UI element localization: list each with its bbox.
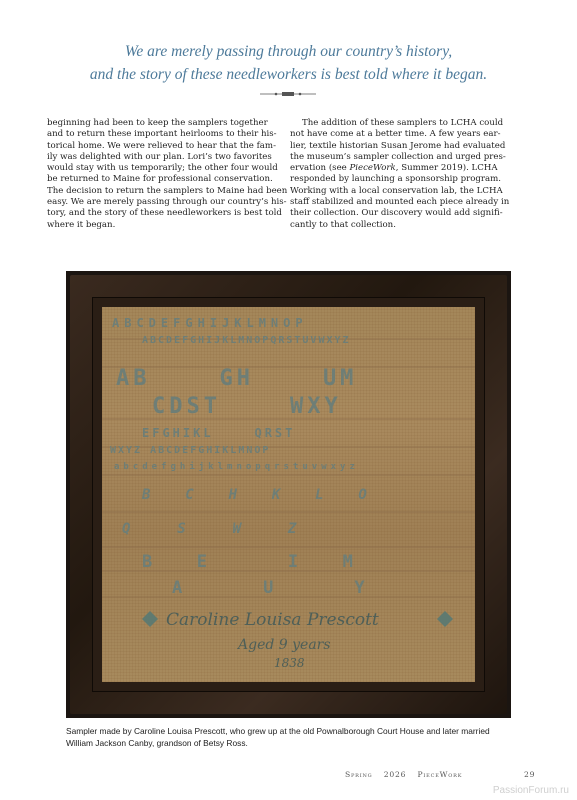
text-line: and to return these important heirlooms to their his- — [47, 129, 277, 140]
text-line: responded by launching a sponsorship program. — [290, 174, 502, 185]
page-footer — [345, 770, 545, 779]
caption-line-2: William Jackson Canby, grandson of Betsy Ross. — [66, 737, 248, 748]
text-line: where it began. — [47, 219, 116, 230]
sampler-alphabet-row: ABCDEFGHIJKLMNOP — [112, 316, 308, 330]
text-line: the museum’s sampler collection and urged pres- — [290, 151, 506, 162]
sampler-script-row: B C H K L O — [142, 487, 373, 503]
sampler-maker-name: Caroline Louisa Prescott — [166, 610, 379, 630]
text-line: lier, textile historian Susan Jerome had evaluated — [290, 140, 506, 151]
diamond-motif — [142, 611, 158, 627]
text-line: easy. We are merely passing through our country’s his- — [47, 197, 287, 208]
wooden-frame — [70, 275, 507, 714]
sampler-alphabet-row: WXYZ ABCDEFGHIKLMNOP — [110, 445, 271, 456]
frame-liner — [92, 297, 485, 692]
sampler-alphabet-row: EFGHIKL QRST — [142, 426, 296, 440]
watermark: PassionForum.ru — [492, 785, 569, 796]
sampler-year: 1838 — [274, 656, 305, 670]
pull-quote-line-2: and the story of these needleworkers is best told where it began. — [89, 66, 488, 83]
text-line: The addition of these samplers to LCHA could — [302, 118, 504, 128]
text-line: ily was delighted with our plan. Lori’s two favorites — [47, 151, 272, 162]
sampler-lowercase-row: abcdefghijklmnopqrstuvwxyz — [114, 462, 359, 472]
footer-season: Spring — [345, 770, 373, 779]
page-number: 29 — [524, 770, 536, 779]
text-line: would stay with us temporarily; the other four would — [47, 163, 278, 174]
sampler-large-letters-row: AB GH UM — [116, 366, 358, 391]
text-line: not have come at a better time. A few years ear- — [290, 129, 501, 140]
pull-quote-line-1: We are merely passing through our country’s history, — [124, 43, 453, 60]
text-line: beginning had been to keep the samplers together — [47, 118, 268, 128]
text-line: staff stabilized and mounted each piece already in — [290, 197, 510, 208]
pull-quote — [30, 40, 547, 86]
sampler-embroidery — [102, 307, 475, 682]
diamond-motif — [437, 611, 453, 627]
sampler-large-letters-row: CDST WXY — [152, 394, 342, 419]
text-line: torical home. We were relieved to hear that the fam- — [47, 140, 276, 151]
text-line: cantly to that collection. — [290, 219, 396, 230]
footer-magazine: PieceWork — [417, 770, 463, 779]
caption-line-1: Sampler made by Caroline Louisa Prescott, who grew up at the old Pownalborough Court House and later married — [66, 726, 490, 736]
photo-caption — [66, 726, 526, 749]
text-line: be returned to Maine for professional conservation. — [47, 174, 273, 185]
sampler-photo — [66, 271, 511, 718]
sampler-alphabet-row: ABCDEFGHIJKLMNOPQRSTUVWXYZ — [142, 335, 351, 346]
body-column-left — [47, 118, 287, 231]
sampler-age: Aged 9 years — [238, 637, 331, 653]
magazine-title-italic: PieceWork — [349, 163, 396, 174]
sampler-fabric — [102, 307, 475, 682]
text-line: their collection. Our discovery would add signifi- — [290, 208, 503, 219]
sampler-large-letters-row: A U Y — [172, 578, 373, 598]
sampler-script-row: Q S W Z — [122, 521, 307, 537]
text-line — [290, 163, 530, 174]
sampler-large-letters-row: B E I M — [142, 552, 361, 572]
divider-ornament — [260, 91, 316, 97]
body-column-right — [290, 118, 530, 231]
text-line: The decision to return the samplers to Maine had been — [47, 185, 288, 196]
text-segment: , Summer 2019). LCHA — [395, 163, 498, 174]
text-line: Working with a local conservation lab, the LCHA — [290, 185, 503, 196]
text-line: tory, and the story of these needleworkers is best told — [47, 208, 282, 219]
text-segment: ervation (see — [290, 163, 350, 174]
footer-year: 2026 — [383, 770, 407, 779]
